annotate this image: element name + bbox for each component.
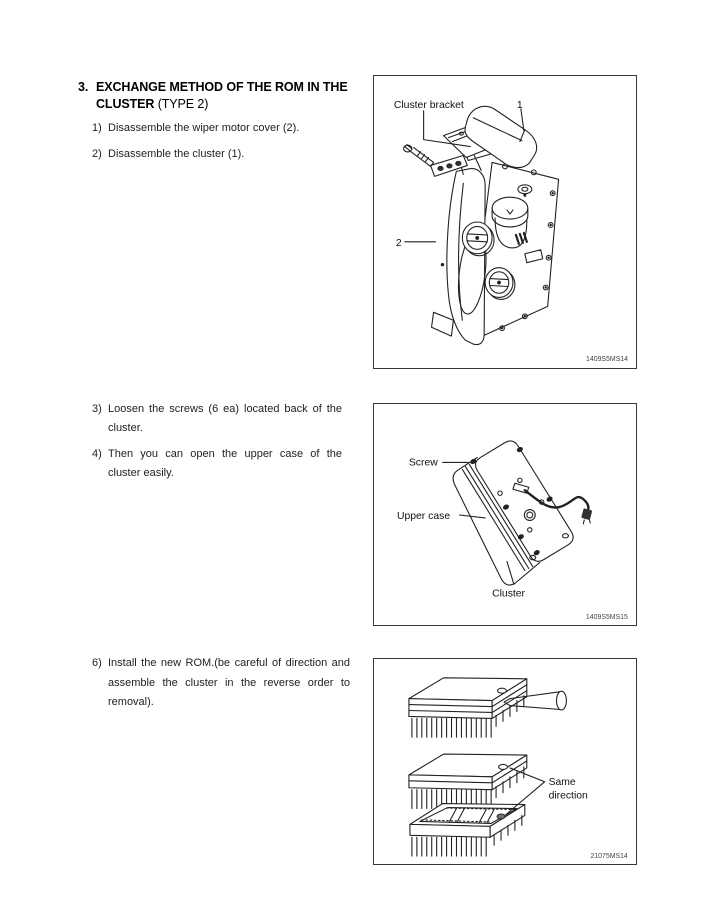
ic-socket-drawing	[410, 804, 525, 856]
figure-2-cluster-case	[373, 403, 637, 626]
label-part-1: 1	[516, 99, 523, 111]
step-text: Then you can open the upper case of the cluster easily.	[108, 448, 342, 479]
heading-text	[96, 79, 348, 113]
label-part-2: 2	[395, 237, 402, 249]
figure-code: 1409S5MS14	[586, 355, 629, 363]
step-marker: 2)	[92, 148, 102, 160]
label-cluster-bracket: Cluster bracket	[393, 99, 464, 111]
rom-chip-top-drawing	[409, 678, 527, 737]
upper-case-drawing	[453, 441, 592, 585]
step-text: Disassemble the wiper motor cover (2).	[108, 122, 300, 134]
cluster-case-diagram	[374, 404, 636, 625]
step-text: Disassemble the cluster (1).	[108, 148, 245, 160]
step-item	[92, 119, 362, 138]
step-marker: 1)	[92, 122, 102, 134]
figure-code: 1409S5MS15	[585, 614, 628, 622]
figure-code: 21075MS14	[590, 853, 628, 861]
heading-type: (TYPE 2)	[157, 97, 209, 111]
cluster-removal-diagram	[374, 76, 636, 368]
rom-direction-diagram	[374, 659, 636, 864]
section-heading	[78, 79, 348, 113]
heading-number: 3.	[78, 80, 89, 94]
label-same: Same	[548, 776, 576, 788]
step-item	[92, 654, 350, 713]
step-item	[92, 400, 342, 438]
step-marker: 4)	[92, 448, 102, 460]
cluster-body-drawing	[432, 162, 559, 344]
step-text: Loosen the screws (6 ea) located back of the cluster.	[108, 403, 342, 434]
steps-block-1	[92, 119, 362, 171]
label-upper-case: Upper case	[396, 510, 451, 522]
bolt-drawing	[404, 145, 434, 167]
steps-block-2	[92, 400, 342, 490]
label-direction: direction	[548, 790, 588, 802]
heading-title: EXCHANGE METHOD OF THE ROM IN THE CLUSTER	[96, 80, 348, 111]
steps-block-3	[92, 654, 350, 720]
step-item	[92, 145, 362, 164]
label-screw: Screw	[408, 457, 438, 469]
step-item	[92, 445, 342, 483]
figure-3-rom-direction	[373, 658, 637, 865]
step-marker: 6)	[92, 657, 102, 669]
step-marker: 3)	[92, 403, 102, 415]
rom-chip-middle-drawing	[409, 754, 527, 808]
label-cluster: Cluster	[492, 588, 526, 600]
step-text: Install the new ROM.(be careful of direction and assemble the cluster in the reverse order to removal).	[108, 657, 350, 708]
figure-1-cluster-removal	[373, 75, 637, 369]
